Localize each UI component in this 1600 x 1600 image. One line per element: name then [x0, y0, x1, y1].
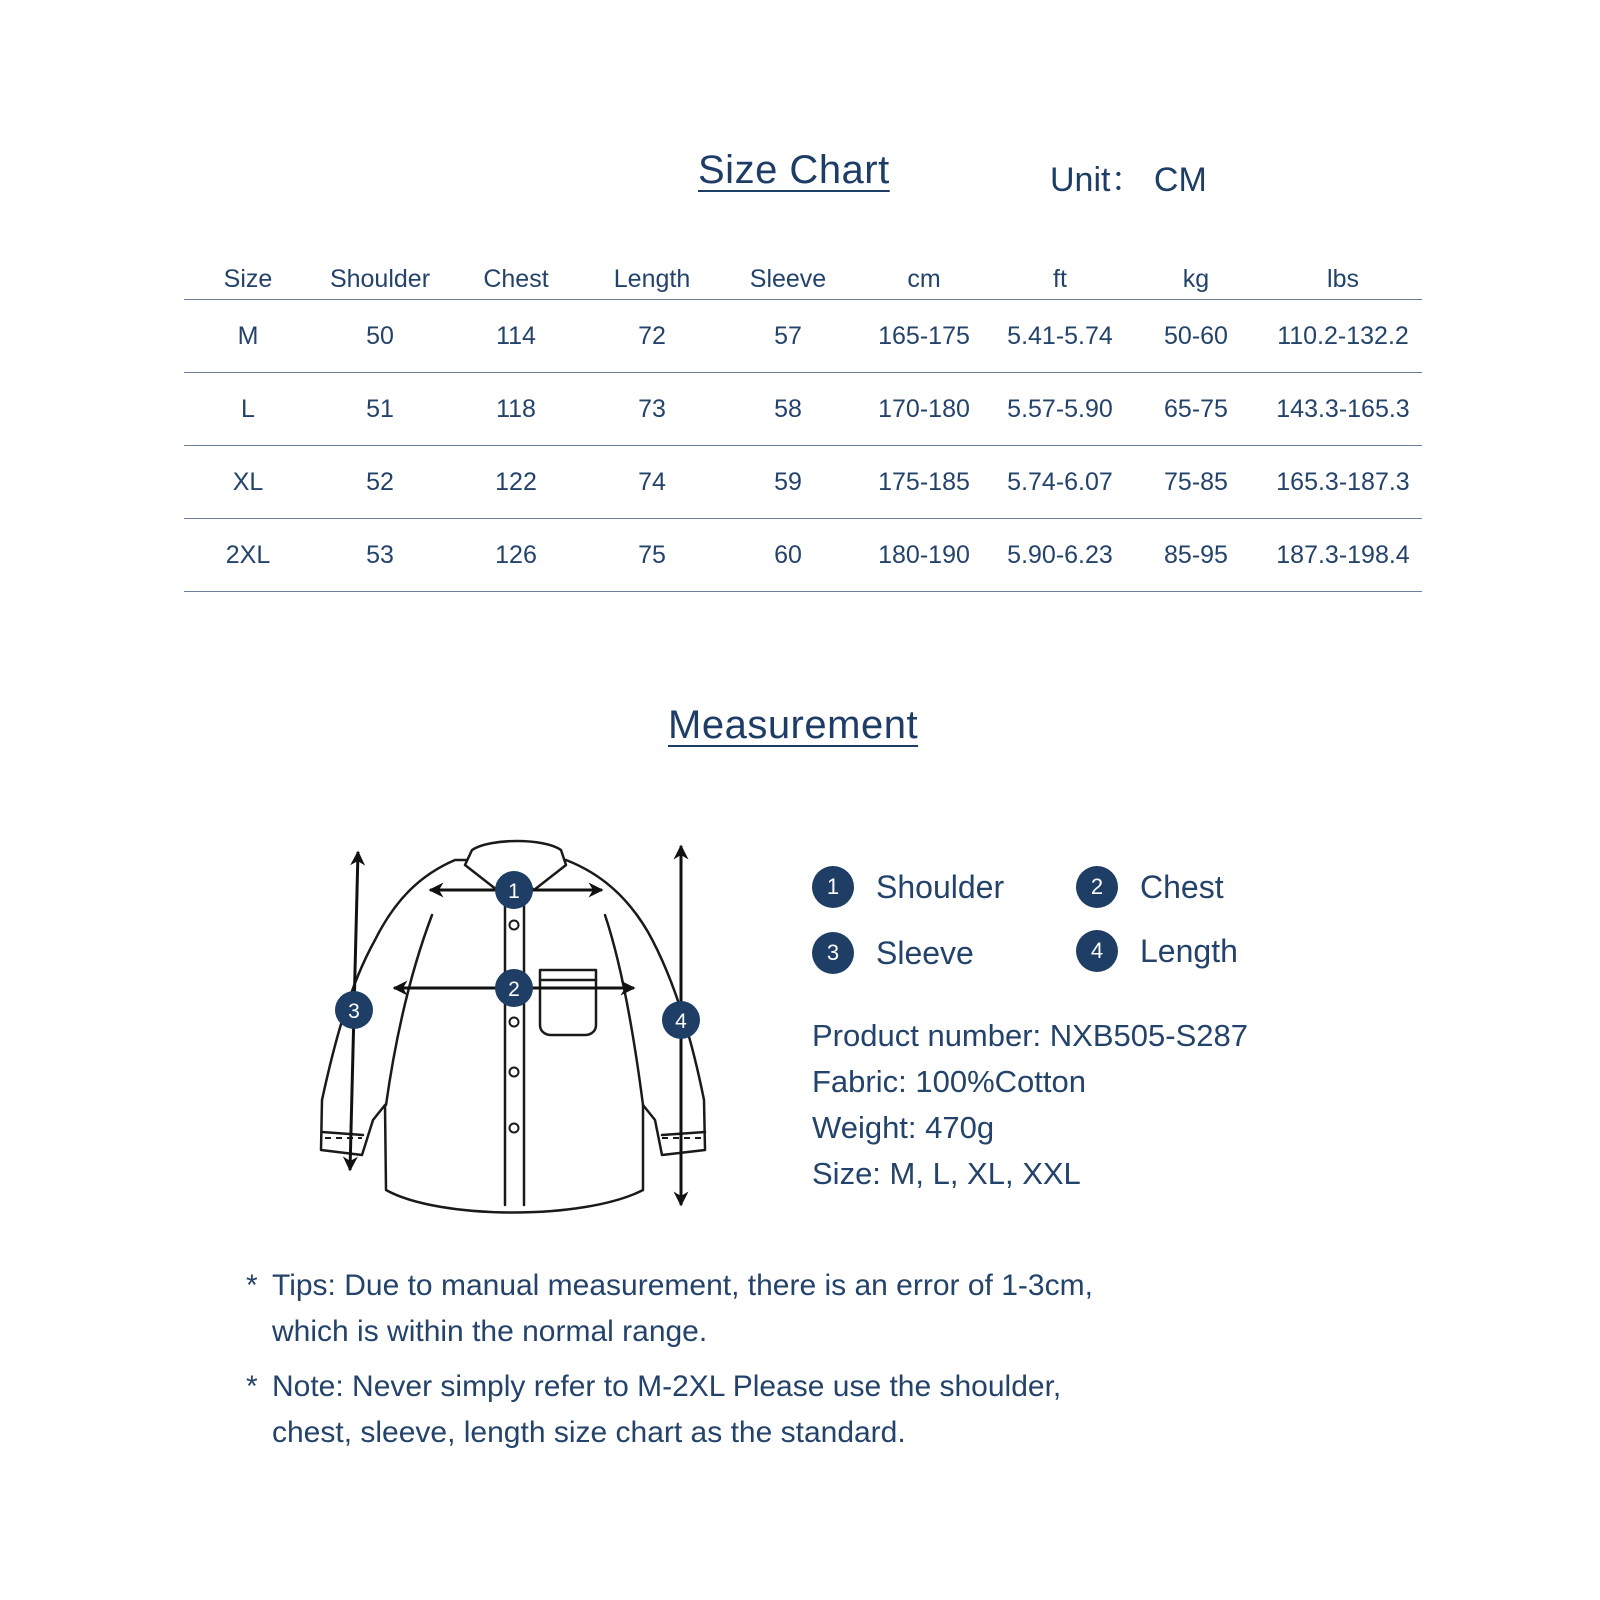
marker-1: [495, 871, 533, 909]
marker-3: [335, 991, 373, 1029]
cell-length: 73: [638, 394, 666, 423]
table-row: [184, 300, 1422, 373]
cell-ft: 5.41-5.74: [1007, 321, 1113, 350]
cell-kg: 85-95: [1164, 540, 1228, 569]
table-row: [184, 519, 1422, 592]
legend-shoulder: [812, 866, 1004, 908]
cell-cm: 175-185: [878, 467, 970, 496]
marker-4: [662, 1001, 700, 1039]
cell-lbs: 165.3-187.3: [1276, 467, 1410, 496]
cell-sleeve: 59: [774, 467, 802, 496]
cell-kg: 65-75: [1164, 394, 1228, 423]
cell-cm: 180-190: [878, 540, 970, 569]
legend-badge: 1: [812, 866, 854, 908]
marker-3-number: 3: [348, 1000, 360, 1023]
cell-sleeve: 58: [774, 394, 802, 423]
size-chart-title: Size Chart: [698, 148, 890, 192]
product-weight: Weight: 470g: [812, 1110, 995, 1145]
measurement-title: Measurement: [668, 703, 919, 747]
cell-cm: 165-175: [878, 321, 970, 350]
cell-ft: 5.74-6.07: [1007, 467, 1113, 496]
cell-length: 72: [638, 321, 666, 350]
cell-chest: 114: [496, 321, 536, 350]
tips-bullet: *: [246, 1269, 258, 1302]
cell-ft: 5.57-5.90: [1007, 394, 1113, 423]
marker-4-number: 4: [675, 1010, 687, 1033]
cell-shoulder: 53: [366, 540, 394, 569]
tips-line-2: which is within the normal range.: [272, 1315, 708, 1348]
legend-label: Shoulder: [876, 868, 1005, 905]
cell-length: 75: [638, 540, 666, 569]
cell-lbs: 143.3-165.3: [1276, 394, 1410, 423]
standard-note: [246, 1364, 1061, 1456]
table-row: [184, 446, 1422, 519]
cell-kg: 75-85: [1164, 467, 1228, 496]
header-chest: Chest: [483, 265, 549, 293]
table-row: [184, 373, 1422, 446]
header-sleeve: Sleeve: [749, 265, 827, 293]
product-size: Size: M, L, XL, XXL: [812, 1156, 1081, 1191]
unit-label: Unit： CM: [1050, 161, 1207, 199]
header-size: Size: [223, 265, 273, 293]
header-length: Length: [613, 265, 691, 293]
cell-lbs: 110.2-132.2: [1277, 321, 1409, 350]
legend-badge: 4: [1076, 930, 1118, 972]
marker-2: [495, 969, 533, 1007]
header-ft: ft: [1053, 265, 1067, 293]
tips-note: [246, 1263, 1093, 1355]
cell-size: L: [241, 394, 255, 423]
note-line-1: Note: Never simply refer to M-2XL Please use the shoulder,: [272, 1370, 1062, 1403]
legend-badge: 2: [1076, 866, 1118, 908]
note-bullet: *: [246, 1370, 258, 1403]
cell-length: 74: [638, 467, 666, 496]
cell-ft: 5.90-6.23: [1007, 540, 1113, 569]
shirt-measurement-diagram: [300, 830, 720, 1220]
note-line-2: chest, sleeve, length size chart as the standard.: [272, 1416, 906, 1449]
legend-length: [1076, 930, 1238, 972]
product-fabric: Fabric: 100%Cotton: [812, 1064, 1086, 1099]
cell-shoulder: 52: [366, 467, 394, 496]
cell-cm: 170-180: [878, 394, 970, 423]
legend-label: Length: [1140, 932, 1238, 969]
marker-1-number: 1: [508, 880, 520, 903]
legend-badge: 3: [812, 932, 854, 974]
cell-chest: 118: [496, 394, 536, 423]
cell-chest: 126: [495, 540, 537, 569]
legend-chest: [1076, 866, 1224, 908]
cell-shoulder: 51: [366, 394, 394, 423]
tips-line-1: Tips: Due to manual measurement, there is an error of 1-3cm,: [272, 1269, 1093, 1302]
legend-sleeve: [812, 932, 974, 974]
marker-2-number: 2: [508, 978, 520, 1001]
cell-shoulder: 50: [366, 321, 394, 350]
size-table: [184, 250, 1422, 592]
legend-label: Sleeve: [876, 934, 974, 971]
cell-sleeve: 60: [774, 540, 802, 569]
cell-size: XL: [232, 467, 264, 496]
cell-sleeve: 57: [774, 321, 802, 350]
cell-size: M: [237, 321, 259, 350]
header-cm: cm: [907, 265, 941, 293]
cell-kg: 50-60: [1164, 321, 1228, 350]
header-shoulder: Shoulder: [329, 265, 431, 293]
cell-lbs: 187.3-198.4: [1276, 540, 1410, 569]
header-lbs: lbs: [1327, 265, 1359, 293]
cell-size: 2XL: [225, 540, 271, 569]
legend-label: Chest: [1140, 868, 1224, 905]
cell-chest: 122: [495, 467, 537, 496]
product-number: Product number: NXB505-S287: [812, 1018, 1248, 1053]
header-kg: kg: [1182, 265, 1210, 293]
table-header-row: [184, 250, 1422, 300]
